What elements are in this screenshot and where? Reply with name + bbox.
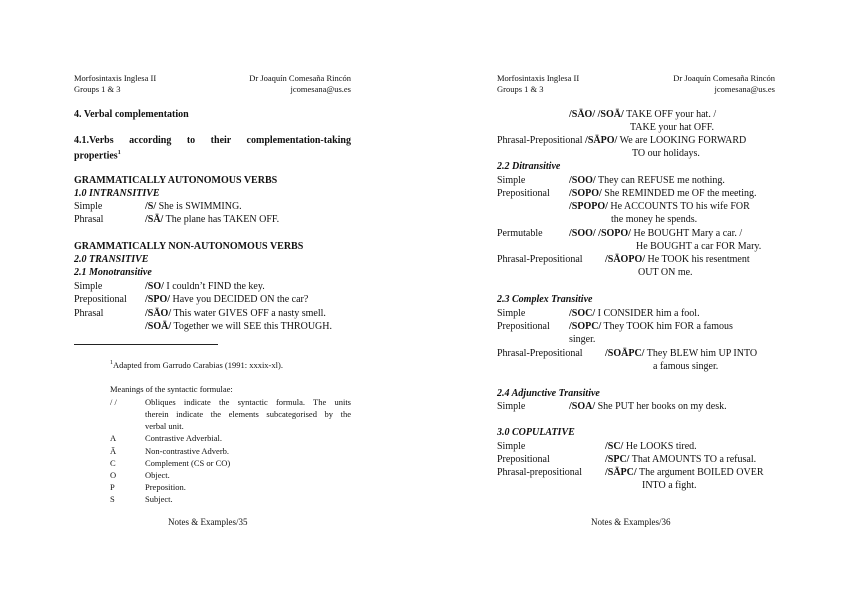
subsection-title-line2: properties$^1$ xyxy=(74,150,121,162)
intrans-label-simple: Simple xyxy=(74,201,103,212)
complex-example-phrasal-prepositional: /SOĀPC/ They BLEW him UP INTO xyxy=(605,348,758,359)
author-email: jcomesana@us.es xyxy=(290,84,351,94)
mono-phrasal-prepositional-line2: TO our holidays. xyxy=(632,148,700,159)
subsection-title-line1: 4.1.Verbs according to their complementation-taking xyxy=(74,135,351,146)
ditrans-example-prepositional-2-line2: the money he spends. xyxy=(611,214,698,225)
legend-text-s: Subject. xyxy=(145,494,173,504)
ditrans-example-prepositional: /SOPO/ She REMINDED me OF the meeting. xyxy=(569,188,757,199)
mono-example-phrasal-2: /SOĀ/ Together we will SEE this THROUGH. xyxy=(145,321,332,332)
copulative-label-simple: Simple xyxy=(497,441,526,452)
course-name: Morfosintaxis Inglesa II xyxy=(74,73,157,83)
legend-obliques-line3: verbal unit. xyxy=(145,421,184,431)
mono-example-prepositional: /SPO/ Have you DECIDED ON the car? xyxy=(145,294,309,305)
complex-label-simple: Simple xyxy=(497,308,526,319)
intransitive-heading: 1.0 INTRANSITIVE xyxy=(74,188,160,199)
legend-symbol-p: P xyxy=(110,482,115,492)
complex-example-phrasal-prepositional-line2: a famous singer. xyxy=(653,361,719,372)
section-title: 4. Verbal complementation xyxy=(74,109,189,120)
complex-transitive-heading: 2.3 Complex Transitive xyxy=(497,294,593,305)
ditrans-label-permutable: Permutable xyxy=(497,228,543,239)
legend-obliques-line1: Obliques indicate the syntactic formula. The units xyxy=(145,397,351,407)
author-name: Dr Joaquín Comesaña Rincón xyxy=(249,73,351,83)
author-name: Dr Joaquín Comesaña Rincón xyxy=(673,73,775,83)
copulative-example-prepositional: /SPC/ That AMOUNTS TO a refusal. xyxy=(605,454,757,465)
legend-text-a: Contrastive Adverbial. xyxy=(145,433,222,443)
author-email: jcomesana@us.es xyxy=(714,84,775,94)
legend-symbol-c: C xyxy=(110,458,116,468)
complex-label-phrasal-prepositional: Phrasal-Prepositional xyxy=(497,348,583,359)
legend-symbol-a-bar: Ā xyxy=(110,446,117,456)
right-page xyxy=(424,0,848,600)
adjunctive-transitive-heading: 2.4 Adjunctive Transitive xyxy=(497,388,600,399)
header-left xyxy=(74,73,156,95)
ditrans-example-prepositional-2: /SPOPO/ He ACCOUNTS TO his wife FOR xyxy=(569,201,750,212)
course-name: Morfosintaxis Inglesa II xyxy=(497,73,580,83)
intrans-example-simple: /S/ She is SWIMMING. xyxy=(145,201,242,212)
complex-example-prepositional: /SOPC/ They TOOK him FOR a famous xyxy=(569,321,733,332)
phrasal-example-line1: /SĀO/ /SOĀ/ TAKE OFF your hat. / xyxy=(569,109,717,120)
complex-example-simple: /SOC/ I CONSIDER him a fool. xyxy=(569,308,700,319)
page-footer: Notes & Examples/35 xyxy=(168,517,248,527)
footnote: $^1$Adapted from Garrudo Carabias (1991: xxxix-xl). xyxy=(110,359,283,370)
header-right xyxy=(249,73,351,95)
complex-label-prepositional: Prepositional xyxy=(497,321,550,332)
ditrans-example-simple: /SOO/ They can REFUSE me nothing. xyxy=(569,175,725,186)
intrans-label-phrasal: Phrasal xyxy=(74,214,104,225)
copulative-example-phrasal-prepositional-line2: INTO a fight. xyxy=(642,480,697,491)
mono-phrasal-prepositional: Phrasal-Prepositional /SĀPO/ We are LOOKING FORWARD xyxy=(497,135,747,146)
ditrans-example-phrasal-prepositional-line2: OUT ON me. xyxy=(638,267,693,278)
legend-text-o: Object. xyxy=(145,470,170,480)
non-autonomous-heading: GRAMMATICALLY NON-AUTONOMOUS VERBS xyxy=(74,241,304,252)
ditransitive-heading: 2.2 Ditransitive xyxy=(497,161,561,172)
legend-symbol-obliques: / / xyxy=(110,397,117,407)
adjunctive-label-simple: Simple xyxy=(497,401,526,412)
course-groups: Groups 1 & 3 xyxy=(74,84,121,94)
ditrans-label-prepositional: Prepositional xyxy=(497,188,550,199)
ditrans-example-permutable-line2: He BOUGHT a car FOR Mary. xyxy=(636,241,762,252)
legend-text-a-bar: Non-contrastive Adverb. xyxy=(145,446,230,456)
page-footer: Notes & Examples/36 xyxy=(591,517,671,527)
monotransitive-heading: 2.1 Monotransitive xyxy=(74,267,152,278)
meanings-title: Meanings of the syntactic formulae: xyxy=(110,384,233,394)
mono-label-phrasal: Phrasal xyxy=(74,308,104,319)
copulative-example-phrasal-prepositional: /SĀPC/ The argument BOILED OVER xyxy=(605,467,764,478)
copulative-label-prepositional: Prepositional xyxy=(497,454,550,465)
copulative-heading: 3.0 COPULATIVE xyxy=(497,427,575,438)
mono-example-phrasal-1: /SĀO/ This water GIVES OFF a nasty smell. xyxy=(145,308,326,319)
copulative-example-simple: /SC/ He LOOKS tired. xyxy=(605,441,697,452)
copulative-label-phrasal-prepositional: Phrasal-prepositional xyxy=(497,467,582,478)
footnote-divider xyxy=(74,344,218,345)
legend-text-p: Preposition. xyxy=(145,482,186,492)
mono-label-simple: Simple xyxy=(74,281,103,292)
autonomous-heading: GRAMMATICALLY AUTONOMOUS VERBS xyxy=(74,175,278,186)
transitive-heading: 2.0 TRANSITIVE xyxy=(74,254,149,265)
mono-label-prepositional: Prepositional xyxy=(74,294,127,305)
ditrans-example-permutable: /SOO/ /SOPO/ He BOUGHT Mary a car. / xyxy=(569,228,743,239)
course-groups: Groups 1 & 3 xyxy=(497,84,544,94)
intrans-example-phrasal: /SĀ/ The plane has TAKEN OFF. xyxy=(145,214,280,225)
phrasal-example-line2: TAKE your hat OFF. xyxy=(630,122,714,133)
ditrans-example-phrasal-prepositional: /SĀOPO/ He TOOK his resentment xyxy=(605,254,750,265)
complex-example-prepositional-line2: singer. xyxy=(569,334,596,345)
footnote-marker: 1 xyxy=(117,150,121,156)
ditrans-label-phrasal-prepositional: Phrasal-Prepositional xyxy=(497,254,583,265)
mono-example-simple: /SO/ I couldn’t FIND the key. xyxy=(145,281,265,292)
legend-symbol-o: O xyxy=(110,470,117,480)
ditrans-label-simple: Simple xyxy=(497,175,526,186)
adjunctive-example-simple: /SOA/ She PUT her books on my desk. xyxy=(569,401,727,412)
legend-symbol-s: S xyxy=(110,494,115,504)
legend-obliques-line2: therein indicate the elements subcategorised by the xyxy=(145,409,351,419)
legend-text-c: Complement (CS or CO) xyxy=(145,458,231,468)
legend-symbol-a: A xyxy=(110,433,117,443)
header-right xyxy=(673,73,775,95)
header-left xyxy=(497,73,579,95)
